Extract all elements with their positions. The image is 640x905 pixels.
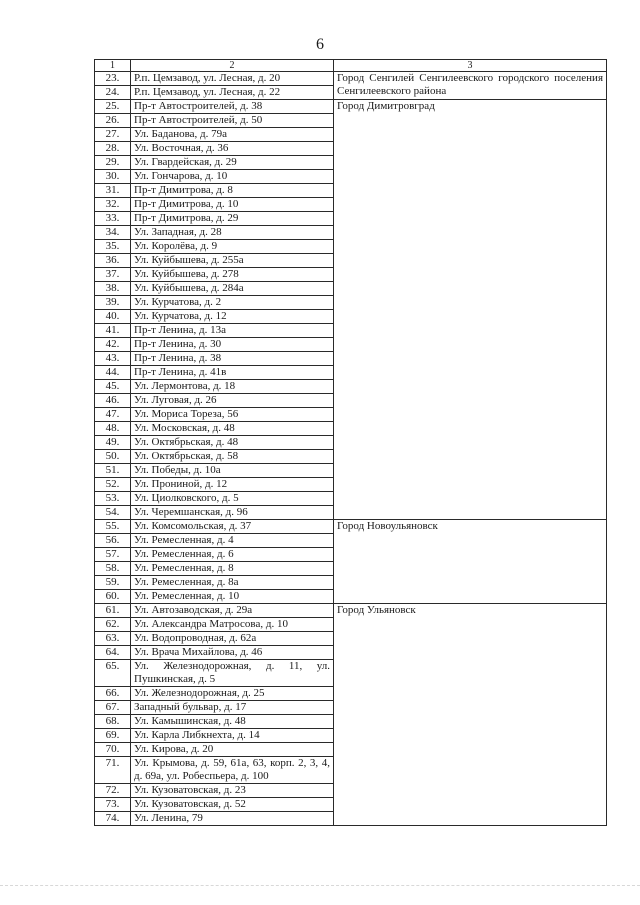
row-number: 46.: [95, 394, 131, 408]
row-number: 69.: [95, 729, 131, 743]
locality-cell: Город Ульяновск: [334, 604, 607, 826]
table-row: [95, 520, 607, 534]
address-cell: Ул. Ремесленная, д. 4: [131, 534, 334, 548]
row-number: 56.: [95, 534, 131, 548]
address-cell: Ул. Куйбышева, д. 284а: [131, 282, 334, 296]
row-number: 64.: [95, 646, 131, 660]
address-cell: Ул. Автозаводская, д. 29а: [131, 604, 334, 618]
address-cell: Ул. Кузоватовская, д. 52: [131, 798, 334, 812]
row-number: 36.: [95, 254, 131, 268]
row-number: 62.: [95, 618, 131, 632]
locality-cell: Город Сенгилей Сенгилеевского городского поселения Сенгилеевского района: [334, 72, 607, 100]
address-cell: Пр-т Димитрова, д. 10: [131, 198, 334, 212]
row-number: 60.: [95, 590, 131, 604]
row-number: 48.: [95, 422, 131, 436]
address-cell: Ул. Курчатова, д. 12: [131, 310, 334, 324]
page-number: 6: [316, 36, 324, 53]
row-number: 39.: [95, 296, 131, 310]
address-cell: Ул. Александра Матросова, д. 10: [131, 618, 334, 632]
address-cell: Ул. Ремесленная, д. 8а: [131, 576, 334, 590]
row-number: 27.: [95, 128, 131, 142]
address-cell: Ул. Водопроводная, д. 62а: [131, 632, 334, 646]
row-number: 65.: [95, 660, 131, 687]
column-header-address: 2: [131, 60, 334, 72]
address-table: [94, 59, 607, 826]
address-cell: Р.п. Цемзавод, ул. Лесная, д. 20: [131, 72, 334, 86]
address-cell: Ул. Циолковского, д. 5: [131, 492, 334, 506]
row-number: 30.: [95, 170, 131, 184]
address-cell: Пр-т Автостроителей, д. 50: [131, 114, 334, 128]
address-cell: Ул. Московская, д. 48: [131, 422, 334, 436]
address-cell: Ул. Врача Михайлова, д. 46: [131, 646, 334, 660]
address-cell: Ул. Мориса Тореза, 56: [131, 408, 334, 422]
address-cell: Ул. Карла Либкнехта, д. 14: [131, 729, 334, 743]
address-cell: Пр-т Димитрова, д. 8: [131, 184, 334, 198]
column-header-number: 1: [95, 60, 131, 72]
address-cell: Ул. Кузоватовская, д. 23: [131, 784, 334, 798]
address-cell: Пр-т Ленина, д. 38: [131, 352, 334, 366]
table-row: [95, 100, 607, 114]
locality-cell: Город Новоульяновск: [334, 520, 607, 604]
table-body: [95, 72, 607, 826]
row-number: 63.: [95, 632, 131, 646]
row-number: 66.: [95, 687, 131, 701]
column-header-locality: 3: [334, 60, 607, 72]
address-cell: Пр-т Автостроителей, д. 38: [131, 100, 334, 114]
row-number: 24.: [95, 86, 131, 100]
row-number: 58.: [95, 562, 131, 576]
row-number: 51.: [95, 464, 131, 478]
address-cell: Ул. Королёва, д. 9: [131, 240, 334, 254]
address-cell: Ул. Луговая, д. 26: [131, 394, 334, 408]
address-cell: Ул. Крымова, д. 59, 61а, 63, корп. 2, 3, 4, д. 69а, ул. Робеспьера, д. 100: [131, 757, 334, 784]
address-cell: Ул. Курчатова, д. 2: [131, 296, 334, 310]
row-number: 53.: [95, 492, 131, 506]
row-number: 28.: [95, 142, 131, 156]
row-number: 74.: [95, 812, 131, 826]
header-row: [95, 60, 607, 72]
address-cell: Ул. Западная, д. 28: [131, 226, 334, 240]
address-cell: Ул. Октябрьская, д. 58: [131, 450, 334, 464]
address-cell: Ул. Гончарова, д. 10: [131, 170, 334, 184]
row-number: 52.: [95, 478, 131, 492]
address-cell: Пр-т Ленина, д. 30: [131, 338, 334, 352]
row-number: 23.: [95, 72, 131, 86]
row-number: 70.: [95, 743, 131, 757]
row-number: 35.: [95, 240, 131, 254]
address-cell: Ул. Октябрьская, д. 48: [131, 436, 334, 450]
row-number: 43.: [95, 352, 131, 366]
address-cell: Ул. Черемшанская, д. 96: [131, 506, 334, 520]
address-cell: Ул. Восточная, д. 36: [131, 142, 334, 156]
row-number: 31.: [95, 184, 131, 198]
row-number: 59.: [95, 576, 131, 590]
row-number: 68.: [95, 715, 131, 729]
row-number: 67.: [95, 701, 131, 715]
address-cell: Ул. Куйбышева, д. 278: [131, 268, 334, 282]
address-cell: Ул. Ремесленная, д. 10: [131, 590, 334, 604]
row-number: 44.: [95, 366, 131, 380]
address-cell: Р.п. Цемзавод, ул. Лесная, д. 22: [131, 86, 334, 100]
address-cell: Ул. Ремесленная, д. 8: [131, 562, 334, 576]
address-cell: Ул. Ленина, 79: [131, 812, 334, 826]
address-cell: Ул. Баданова, д. 79а: [131, 128, 334, 142]
address-cell: Ул. Победы, д. 10а: [131, 464, 334, 478]
row-number: 55.: [95, 520, 131, 534]
locality-cell: Город Димитровград: [334, 100, 607, 520]
address-cell: Ул. Куйбышева, д. 255а: [131, 254, 334, 268]
row-number: 57.: [95, 548, 131, 562]
row-number: 72.: [95, 784, 131, 798]
row-number: 37.: [95, 268, 131, 282]
row-number: 49.: [95, 436, 131, 450]
address-cell: Пр-т Димитрова, д. 29: [131, 212, 334, 226]
address-cell: Ул. Железнодорожная, д. 11, ул. Пушкинская, д. 5: [131, 660, 334, 687]
row-number: 61.: [95, 604, 131, 618]
row-number: 34.: [95, 226, 131, 240]
row-number: 26.: [95, 114, 131, 128]
address-cell: Пр-т Ленина, д. 41в: [131, 366, 334, 380]
row-number: 41.: [95, 324, 131, 338]
address-cell: Ул. Ремесленная, д. 6: [131, 548, 334, 562]
row-number: 50.: [95, 450, 131, 464]
row-number: 32.: [95, 198, 131, 212]
address-cell: Ул. Кирова, д. 20: [131, 743, 334, 757]
row-number: 71.: [95, 757, 131, 784]
address-cell: Ул. Железнодорожная, д. 25: [131, 687, 334, 701]
row-number: 25.: [95, 100, 131, 114]
row-number: 73.: [95, 798, 131, 812]
row-number: 29.: [95, 156, 131, 170]
address-cell: Ул. Прониной, д. 12: [131, 478, 334, 492]
row-number: 47.: [95, 408, 131, 422]
row-number: 54.: [95, 506, 131, 520]
address-cell: Пр-т Ленина, д. 13а: [131, 324, 334, 338]
address-cell: Западный бульвар, д. 17: [131, 701, 334, 715]
row-number: 42.: [95, 338, 131, 352]
address-cell: Ул. Камышинская, д. 48: [131, 715, 334, 729]
address-cell: Ул. Комсомольская, д. 37: [131, 520, 334, 534]
row-number: 40.: [95, 310, 131, 324]
scan-edge-line: [0, 885, 640, 886]
address-cell: Ул. Гвардейская, д. 29: [131, 156, 334, 170]
row-number: 45.: [95, 380, 131, 394]
table-row: [95, 72, 607, 86]
row-number: 33.: [95, 212, 131, 226]
table-row: [95, 604, 607, 618]
row-number: 38.: [95, 282, 131, 296]
address-cell: Ул. Лермонтова, д. 18: [131, 380, 334, 394]
